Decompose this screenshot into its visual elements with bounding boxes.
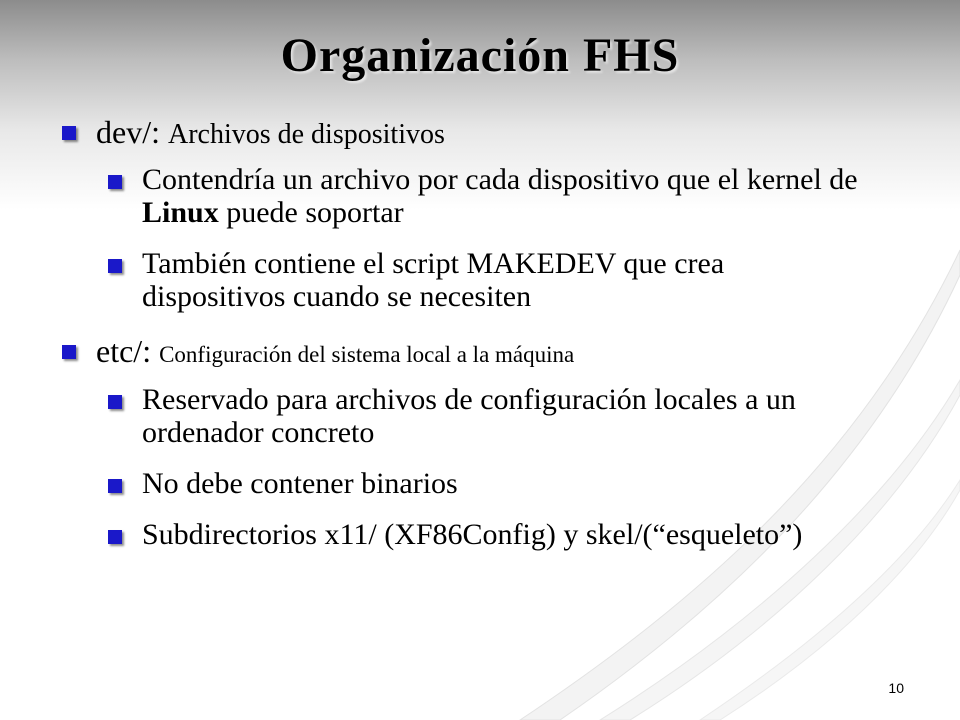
- list-item-etc-2: [142, 467, 862, 500]
- list-item-text-post: puede soportar: [218, 196, 404, 229]
- list-item-text: No debe contener binarios: [142, 467, 458, 500]
- slide-title: Organización FHS: [280, 29, 680, 82]
- list-item-text-pre: Contendría un archivo por cada dispositivo que el kernel de: [142, 163, 858, 196]
- list-item-text: También contiene el script MAKEDEV que crea dispositivos cuando se necesiten: [142, 247, 725, 313]
- square-bullet-icon: [108, 479, 122, 493]
- list-item-dev-1: [142, 163, 862, 229]
- square-bullet-icon: [108, 530, 122, 544]
- section-etc-desc: Configuración del sistema local a la máquina: [159, 342, 575, 367]
- section-etc: [60, 331, 900, 375]
- list-item-dev-2: [142, 247, 862, 313]
- square-bullet-icon: [108, 175, 122, 189]
- section-etc-head: etc/:: [96, 333, 152, 369]
- square-bullet-icon: [62, 126, 76, 140]
- list-item-text-bold: Linux: [142, 196, 219, 229]
- square-bullet-icon: [62, 345, 76, 359]
- section-dev-head: dev/:: [96, 114, 160, 150]
- section-dev: [60, 112, 900, 155]
- list-item-etc-1: [142, 383, 862, 449]
- square-bullet-icon: [108, 259, 122, 273]
- slide-content: [60, 112, 900, 569]
- page-number: 10: [888, 680, 904, 696]
- list-item-etc-3: [142, 518, 862, 551]
- list-item-text: Reservado para archivos de configuración locales a un ordenador concreto: [142, 383, 796, 449]
- section-dev-desc: Archivos de dispositivos: [167, 119, 445, 150]
- square-bullet-icon: [108, 395, 122, 409]
- list-item-text: Subdirectorios x11/ (XF86Config) y skel/(“esqueleto”): [142, 518, 803, 551]
